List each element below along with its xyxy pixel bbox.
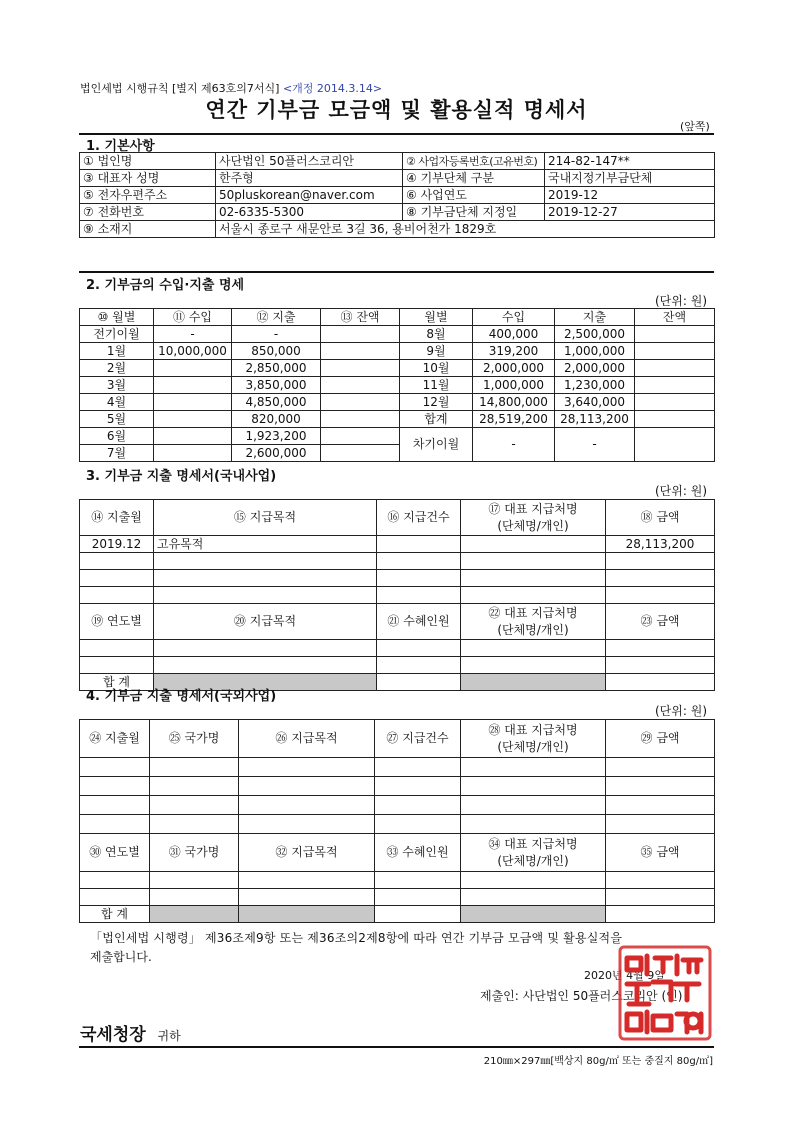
cell: 4,850,000 [232, 394, 321, 411]
table-row [80, 872, 715, 889]
value: 2019-12 [545, 187, 715, 204]
cell [635, 360, 715, 377]
cell: 850,000 [232, 343, 321, 360]
col-income-2: 수입 [473, 309, 555, 326]
cell: 9월 [400, 343, 473, 360]
label: ② 사업자등록번호(고유번호) [403, 153, 545, 170]
statement-line-2: 제출합니다. [90, 950, 152, 964]
cell: 2019.12 [80, 536, 154, 553]
recipient-suffix: 귀하 [157, 1029, 181, 1043]
table-header [80, 500, 715, 536]
table-row [80, 394, 715, 411]
recipient-label: ㉒ 대표 지급처명 [488, 605, 578, 620]
cell [321, 445, 400, 462]
col-amount: ㉟ 금액 [606, 834, 715, 872]
cell: 1,000,000 [555, 343, 635, 360]
col-expense-2: 지출 [555, 309, 635, 326]
cell: 2,000,000 [555, 360, 635, 377]
section4-heading: 4. 기부금 지출 명세서(국외사업) [86, 689, 277, 704]
table-header [80, 720, 715, 758]
recipient [80, 1020, 181, 1045]
table-row [80, 657, 715, 674]
carry-label: 차기이월 [400, 428, 473, 462]
cell: 400,000 [473, 326, 555, 343]
col-recipient [461, 500, 606, 536]
col-country: ㉛ 국가명 [150, 834, 239, 872]
section3-unit: (단위: 원) [655, 484, 707, 498]
col-purpose: ㉜ 지급목적 [239, 834, 375, 872]
cell: 28,113,200 [606, 536, 715, 553]
label: ⑧ 기부금단체 지정일 [403, 204, 545, 221]
col-expense: ⑫ 지출 [232, 309, 321, 326]
cell: 1,230,000 [555, 377, 635, 394]
total-label: 합 계 [80, 674, 154, 691]
cell [321, 377, 400, 394]
cell: - [154, 326, 232, 343]
recipient-sub: (단체명/개인) [497, 518, 569, 533]
paper-spec: 210㎜×297㎜[백상지 80g/㎡ 또는 중질지 80g/㎡] [483, 1056, 713, 1067]
value: 한주형 [216, 170, 403, 187]
address-row [80, 221, 715, 238]
cell [635, 394, 715, 411]
total-balance [635, 411, 715, 428]
cell [154, 394, 232, 411]
shaded-cell [150, 906, 239, 923]
basic-row [80, 170, 715, 187]
basic-row [80, 187, 715, 204]
col-count: ㉗ 지급건수 [375, 720, 461, 758]
cell [606, 674, 715, 691]
carry-expense: - [555, 428, 635, 462]
table-row [80, 587, 715, 604]
basic-row [80, 153, 715, 170]
cell: 3월 [80, 377, 154, 394]
cell: 10월 [400, 360, 473, 377]
col-recipient [461, 604, 606, 640]
official-seal-icon [617, 944, 713, 1042]
cell: 고유목적 [154, 536, 377, 553]
label: ⑤ 전자우편주소 [80, 187, 216, 204]
cell: 1,923,200 [232, 428, 321, 445]
value: 50pluskorean@naver.com [216, 187, 403, 204]
recipient-sub: (단체명/개인) [497, 739, 569, 754]
cell [154, 428, 232, 445]
cell: 1월 [80, 343, 154, 360]
label: ④ 기부단체 구분 [403, 170, 545, 187]
table-row [80, 360, 715, 377]
overseas-spending-table [79, 719, 715, 923]
col-balance: ⑬ 잔액 [321, 309, 400, 326]
table-row [80, 796, 715, 815]
col-purpose: ⑮ 지급목적 [154, 500, 377, 536]
recipient-label: ⑰ 대표 지급처명 [488, 501, 578, 516]
table-row [80, 411, 715, 428]
cell: 10,000,000 [154, 343, 232, 360]
address-label: ⑨ 소재지 [80, 221, 216, 238]
cell: 2월 [80, 360, 154, 377]
table-row [80, 428, 715, 445]
table-header [80, 604, 715, 640]
col-purpose: ⑳ 지급목적 [154, 604, 377, 640]
shaded-cell [239, 906, 375, 923]
cell [321, 411, 400, 428]
cell: 4월 [80, 394, 154, 411]
cell: 3,640,000 [555, 394, 635, 411]
cell: 2,000,000 [473, 360, 555, 377]
section4-unit: (단위: 원) [655, 704, 707, 718]
total-expense: 28,113,200 [555, 411, 635, 428]
domestic-spending-table [79, 499, 715, 691]
table-row [80, 777, 715, 796]
shaded-cell [461, 674, 606, 691]
col-amount: ⑱ 금액 [606, 500, 715, 536]
recipient-label: ㉞ 대표 지급처명 [488, 836, 578, 851]
cell [321, 428, 400, 445]
carry-income: - [473, 428, 555, 462]
value: 214-82-147** [545, 153, 715, 170]
cell [377, 674, 461, 691]
cell: 2,600,000 [232, 445, 321, 462]
col-count: ⑯ 지급건수 [377, 500, 461, 536]
side-label: (앞쪽) [680, 120, 710, 133]
cell [461, 536, 606, 553]
recipient-name: 국세청장 [80, 1025, 146, 1045]
cell: 11월 [400, 377, 473, 394]
statement-line-1: 「법인세법 시행령」 제36조제9항 또는 제36조의2제8항에 따라 연간 기부금 모금액 및 활용실적을 [90, 931, 623, 945]
cell: 1,000,000 [473, 377, 555, 394]
cell: 319,200 [473, 343, 555, 360]
table-row [80, 343, 715, 360]
total-label: 합계 [400, 411, 473, 428]
cell: 8월 [400, 326, 473, 343]
recipient-sub: (단체명/개인) [497, 622, 569, 637]
recipient-label: ㉘ 대표 지급처명 [488, 722, 578, 737]
cell: 전기이월 [80, 326, 154, 343]
col-recipient [461, 834, 606, 872]
total-label: 합 계 [80, 906, 150, 923]
cell: 7월 [80, 445, 154, 462]
value: 2019-12-27 [545, 204, 715, 221]
col-country: ㉕ 국가명 [150, 720, 239, 758]
cell [635, 377, 715, 394]
table-row [80, 815, 715, 834]
cell [154, 377, 232, 394]
address-value: 서울시 종로구 새문안로 3길 36, 용비어천가 1829호 [216, 221, 715, 238]
col-spend-month: ㉔ 지출월 [80, 720, 150, 758]
cell [154, 360, 232, 377]
table-row [80, 536, 715, 553]
col-income: ⑪ 수입 [154, 309, 232, 326]
table-row [80, 570, 715, 587]
section1-heading: 1. 기본사항 [86, 139, 155, 154]
cell: 2,500,000 [555, 326, 635, 343]
page-title: 연간 기부금 모금액 및 활용실적 명세서 [205, 98, 588, 122]
cell [154, 445, 232, 462]
form-ref-text: 법인세법 시행규칙 [별지 제63호의7서식] [80, 82, 280, 95]
col-amount: ㉙ 금액 [606, 720, 715, 758]
col-amount: ㉓ 금액 [606, 604, 715, 640]
carry-balance [635, 428, 715, 462]
basic-info-table [79, 152, 715, 238]
cell [606, 906, 715, 923]
col-balance-2: 잔액 [635, 309, 715, 326]
label: ⑥ 사업연도 [403, 187, 545, 204]
table-header [80, 309, 715, 326]
table-row [80, 377, 715, 394]
table-header [80, 834, 715, 872]
label: ③ 대표자 성명 [80, 170, 216, 187]
cell: - [232, 326, 321, 343]
cell: 6월 [80, 428, 154, 445]
cell: 820,000 [232, 411, 321, 428]
value: 사단법인 50플러스코리안 [216, 153, 403, 170]
cell: 12월 [400, 394, 473, 411]
basic-row [80, 204, 715, 221]
cell: 5월 [80, 411, 154, 428]
col-year: ⑲ 연도별 [80, 604, 154, 640]
cell [154, 411, 232, 428]
shaded-cell [461, 906, 606, 923]
table-row [80, 758, 715, 777]
section2-unit: (단위: 원) [655, 294, 707, 308]
section3-heading: 3. 기부금 지출 명세서(국내사업) [86, 469, 277, 484]
col-month: ⑩ 월별 [80, 309, 154, 326]
submitter: 제출인: 사단법인 50플러스코리안 (인) [480, 989, 683, 1003]
col-purpose: ㉖ 지급목적 [239, 720, 375, 758]
cell: 2,850,000 [232, 360, 321, 377]
cell [375, 906, 461, 923]
label: ⑦ 전화번호 [80, 204, 216, 221]
table-row [80, 553, 715, 570]
cell [321, 326, 400, 343]
recipient-sub: (단체명/개인) [497, 853, 569, 868]
revision-text: <개정 2014.3.14> [282, 82, 383, 95]
label: ① 법인명 [80, 153, 216, 170]
cell [321, 360, 400, 377]
col-spend-month: ⑭ 지출월 [80, 500, 154, 536]
cell [635, 343, 715, 360]
value: 국내지정기부금단체 [545, 170, 715, 187]
table-row [80, 640, 715, 657]
section2-heading: 2. 기부금의 수입·지출 명세 [86, 278, 245, 293]
col-beneficiaries: ㉝ 수혜인원 [375, 834, 461, 872]
total-row [80, 906, 715, 923]
table-row [80, 889, 715, 906]
cell [635, 326, 715, 343]
cell: 3,850,000 [232, 377, 321, 394]
col-beneficiaries: ㉑ 수혜인원 [377, 604, 461, 640]
col-recipient [461, 720, 606, 758]
cell [321, 394, 400, 411]
cell [321, 343, 400, 360]
cell: 14,800,000 [473, 394, 555, 411]
submission-date: 2020년 4월 9일 [584, 969, 665, 982]
col-year: ㉚ 연도별 [80, 834, 150, 872]
income-expense-table [79, 308, 715, 462]
col-month-2: 월별 [400, 309, 473, 326]
table-row [80, 326, 715, 343]
value: 02-6335-5300 [216, 204, 403, 221]
cell [377, 536, 461, 553]
total-income: 28,519,200 [473, 411, 555, 428]
